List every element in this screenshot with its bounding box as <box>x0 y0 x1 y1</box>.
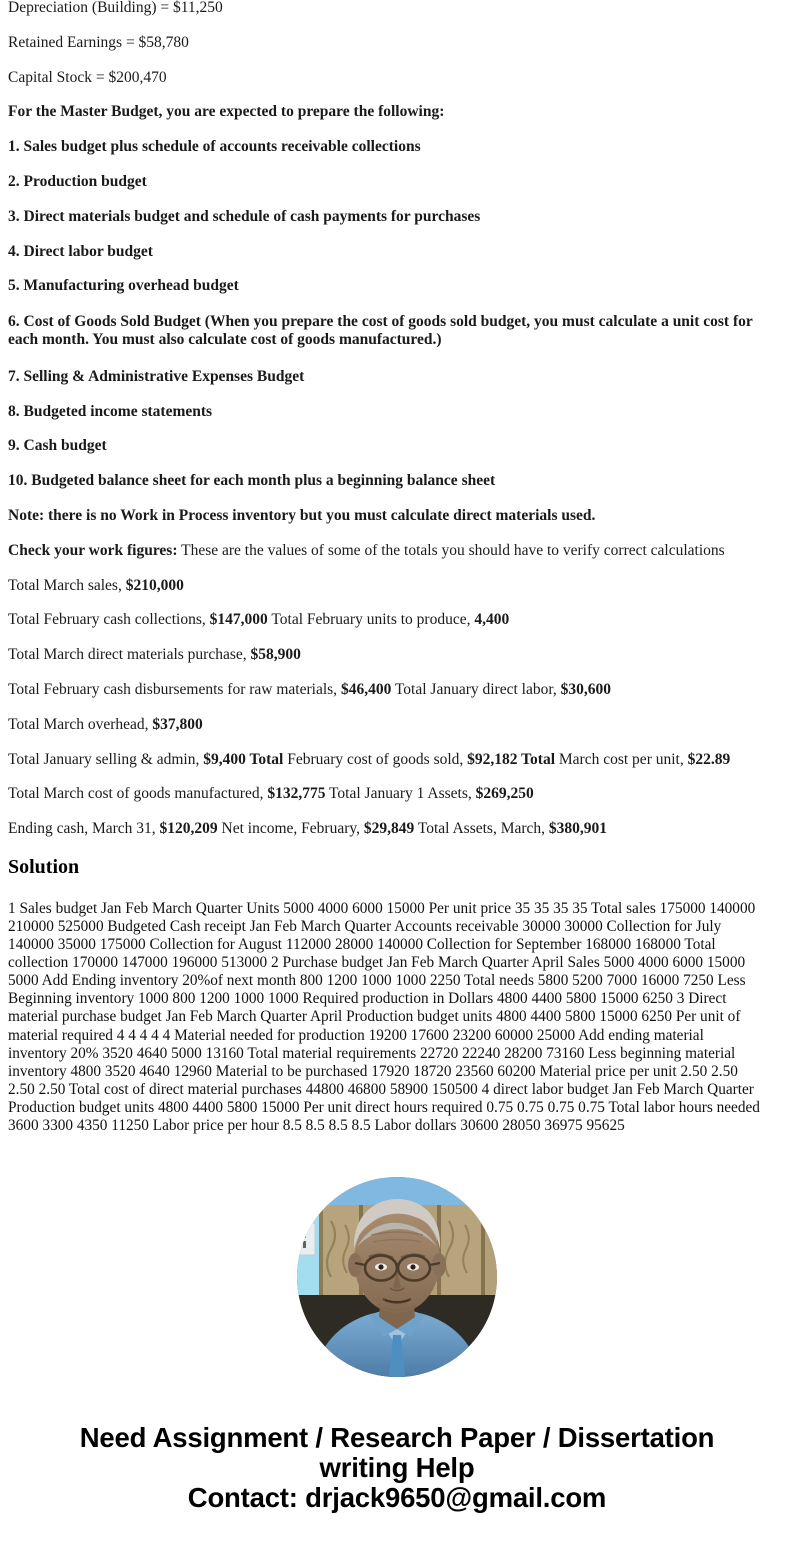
avatar <box>297 1177 497 1377</box>
given-value-capital-stock: Capital Stock = $200,470 <box>8 68 167 86</box>
check-figure-row-5 <box>8 717 786 733</box>
inventory-note: Note: there is no Work in Process inventory but you must calculate direct materials used. <box>8 506 596 524</box>
check-figure-value: $58,900 <box>250 646 301 664</box>
check-figure-value: $9,400 Total <box>203 750 284 768</box>
requirement-item-3: 3. Direct materials budget and schedule of cash payments for purchases <box>8 207 481 225</box>
check-figure-value-2: $269,250 <box>475 785 534 803</box>
check-figure-value-2: $92,182 Total <box>467 750 556 768</box>
avatar-container <box>8 1177 786 1377</box>
check-figure-value-3: $380,901 <box>548 820 608 838</box>
requirement-item-2: 2. Production budget <box>8 172 147 190</box>
check-figure-label-2: Total February units to produce, <box>267 611 475 629</box>
check-figure-label: Total March direct materials purchase, <box>8 646 251 664</box>
check-figure-label-2: Net income, February, <box>217 820 364 838</box>
check-figure-value: $37,800 <box>152 715 203 733</box>
requirement-item-1: 1. Sales budget plus schedule of accounts receivable collections <box>8 138 421 156</box>
check-figures-intro: These are the values of some of the totals you should have to verify correct calculations <box>177 541 725 559</box>
check-figure-row-1 <box>8 578 786 594</box>
check-figure-label: Total March cost of goods manufactured, <box>8 785 268 803</box>
check-figure-value: $132,775 <box>267 785 326 803</box>
requirement-item-8: 8. Budgeted income statements <box>8 402 213 420</box>
promo-contact-line: Contact: drjack9650@gmail.com <box>187 1482 607 1514</box>
check-figure-label: Total March overhead, <box>8 715 153 733</box>
check-figure-label: Total January selling & admin, <box>8 750 204 768</box>
check-figure-label: Total February cash collections, <box>8 611 210 629</box>
check-figure-label-2: Total January 1 Assets, <box>325 785 476 803</box>
requirement-item-5: 5. Manufacturing overhead budget <box>8 277 239 295</box>
promo-line-1: Need Assignment / Research Paper / Dissertation <box>79 1422 715 1454</box>
requirement-item-7: 7. Selling & Administrative Expenses Budget <box>8 367 305 385</box>
check-figure-value-3: $22.89 <box>687 750 731 768</box>
requirement-item-9: 9. Cash budget <box>8 437 107 455</box>
check-figure-label: Total March sales, <box>8 576 126 594</box>
solution-body-text: 1 Sales budget Jan Feb March Quarter Units 5000 4000 6000 15000 Per unit price 35 35 35 35 Total sales 175000 140000 210000 525000 Budgeted Cash receipt Jan Feb March Quarter Accounts receivable 30000 30000 Collection for July 140000 35000 175000 Collection for August 112000 28000 140000 Collection for September 168000 168000 Total collection 170000 147000 196000 513000 2 Purchase budget Jan Feb March Quarter April Sales 5000 4000 6000 15000 5000 Add Ending inventory 20%of next month 800 1200 1000 1000 2250 Total needs 5800 5200 7000 16000 7250 Less Beginning inventory 1000 800 1200 1000 1000 Required production in Dollars 4800 4400 5800 15000 6250 3 Direct material purchase budget Jan Feb March Quarter April Production budget units 4800 4400 5800 15000 6250 Per unit of material required 4 4 4 4 4 Material needed for production 19200 17600 23200 60000 25000 Add ending material inventory 20% 3520 4640 5000 13160 Total material requirements 22720 22240 28200 73160 Less beginning material inventory 4800 3520 4640 12960 Material to be purchased 17920 18720 23560 60200 Material price per unit 2.50 2.50 2.50 2.50 Total cost of direct material purchases 44800 46800 58900 150500 4 direct labor budget Jan Feb March Quarter Production budget units 4800 4400 5800 15000 Per unit direct hours required 0.75 0.75 0.75 0.75 Total labor hours needed 3600 3300 4350 11250 Labor price per hour 8.5 8.5 8.5 8.5 Labor dollars 30600 28050 36975 95625 <box>8 899 760 1135</box>
check-figure-value: $210,000 <box>125 576 184 594</box>
check-figures-heading <box>8 543 786 559</box>
given-value-retained-earnings: Retained Earnings = $58,780 <box>8 33 189 51</box>
check-figure-value-2: $30,600 <box>560 680 611 698</box>
check-figure-row-4 <box>8 682 786 698</box>
check-figure-label-2: February cost of goods sold, <box>283 750 468 768</box>
profile-photo-icon <box>297 1177 497 1377</box>
solution-heading: Solution <box>8 855 80 878</box>
check-figure-value-2: 4,400 <box>474 611 510 629</box>
promo-banner <box>8 1423 786 1543</box>
promo-line-2: writing Help <box>319 1452 475 1484</box>
check-figure-label: Ending cash, March 31, <box>8 820 160 838</box>
check-figures-label: Check your work figures: <box>8 541 178 559</box>
check-figure-row-7 <box>8 786 786 802</box>
check-figure-value-2: $29,849 <box>363 820 415 838</box>
requirement-item-4: 4. Direct labor budget <box>8 242 153 260</box>
check-figure-row-3 <box>8 647 786 663</box>
check-figure-row-8 <box>8 821 786 837</box>
check-figure-label-3: March cost per unit, <box>555 750 688 768</box>
check-figure-label-2: Total January direct labor, <box>391 680 561 698</box>
requirements-intro: For the Master Budget, you are expected to prepare the following: <box>8 103 445 121</box>
given-value-depreciation: Depreciation (Building) = $11,250 <box>8 0 223 16</box>
check-figure-row-2 <box>8 612 786 628</box>
requirement-item-6: 6. Cost of Goods Sold Budget (When you prepare the cost of goods sold budget, you must calculate a unit cost for each month. You must also calculate cost of goods manufactured.) <box>8 313 753 349</box>
check-figure-label-3: Total Assets, March, <box>414 820 549 838</box>
check-figure-value: $46,400 <box>340 680 392 698</box>
check-figure-value: $120,209 <box>159 820 218 838</box>
requirement-item-10: 10. Budgeted balance sheet for each month plus a beginning balance sheet <box>8 472 496 490</box>
check-figure-value: $147,000 <box>209 611 268 629</box>
check-figure-label: Total February cash disbursements for raw materials, <box>8 680 341 698</box>
check-figure-row-6 <box>8 752 786 768</box>
